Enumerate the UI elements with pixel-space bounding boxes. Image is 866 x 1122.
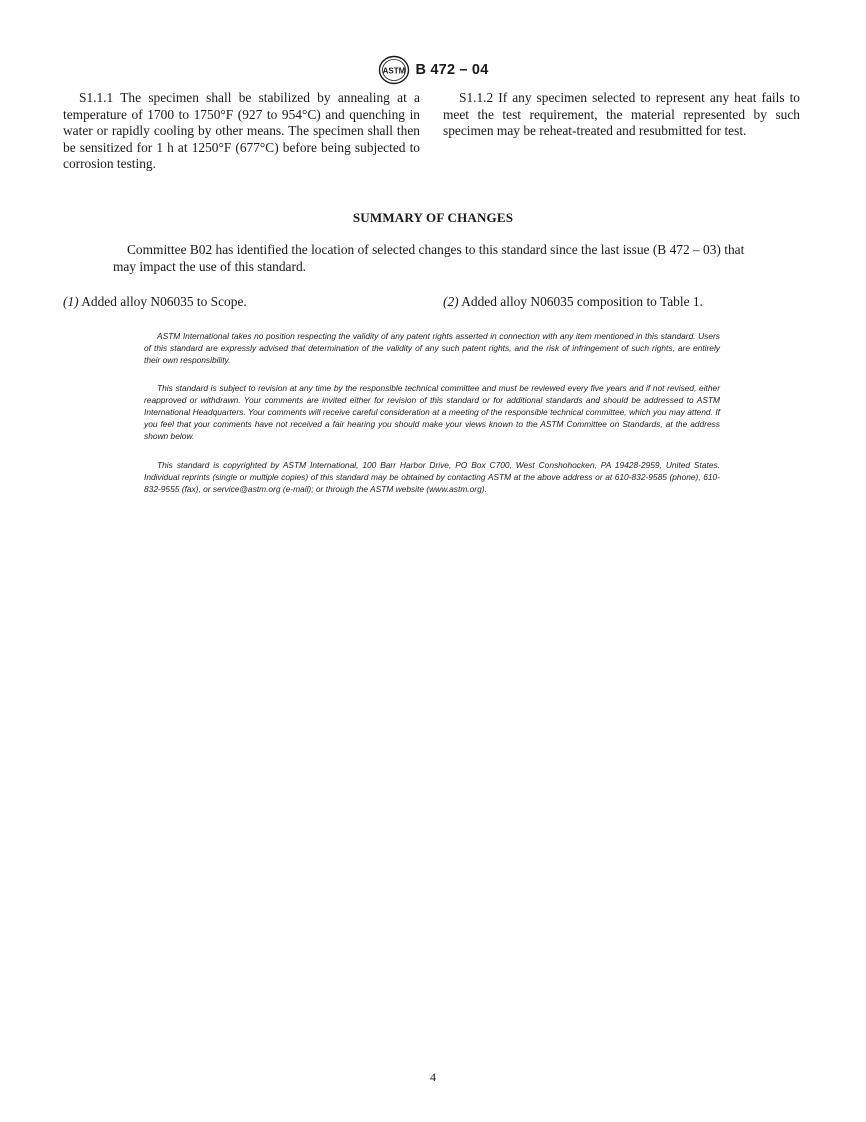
- change-item-text: Added alloy N06035 composition to Table 1.: [461, 294, 703, 309]
- summary-of-changes-heading: SUMMARY OF CHANGES: [352, 210, 514, 225]
- page-header: [0, 55, 866, 85]
- change-item-marker: (2): [443, 294, 459, 309]
- page-number: 4: [430, 1070, 436, 1084]
- change-item-text: Added alloy N06035 to Scope.: [81, 294, 247, 309]
- logo-lettering: ASTM: [382, 66, 405, 76]
- summary-intro: Committee B02 has identified the location of selected changes to this standard since the last issue (B 472 – 03) that may impact the use of this standard.: [113, 242, 745, 274]
- copyright-notice: This standard is copyrighted by ASTM International, 100 Barr Harbor Drive, PO Box C700, West Conshohocken, PA 19428-2959, United States. Individual reprints (single or multiple copies) of this standard may be obtained by contacting ASTM at the above address or at 610-832-9585 (phone), 610-832-9555 (fax), or service@astm.org (e-mail); or through the ASTM website (www.astm.org).: [144, 460, 720, 494]
- revision-notice: This standard is subject to revision at any time by the responsible technical committee and must be reviewed every five years and if not revised, either reapproved or withdrawn. Your comments are invited either for revision of this standard or for additional standards and should be addressed to ASTM International Headquarters. Your comments will receive careful consideration at a meeting of the responsible technical committee, which you may attend. If you feel that your comments have not received a fair hearing you should make your views known to the ASTM Committee on Standards, at the address shown below.: [144, 383, 720, 441]
- astm-logo-icon: [378, 55, 410, 85]
- change-item-2: [443, 294, 703, 311]
- patent-notice: ASTM International takes no position respecting the validity of any patent rights asserted in connection with any item mentioned in this standard. Users of this standard are expressly advised that determination of the validity of any such patent rights, and the risk of infringement of such rights, are entirely their own responsibility.: [144, 331, 720, 365]
- document-designation: B 472 – 04: [415, 62, 489, 78]
- section-s1-1-1: S1.1.1 The specimen shall be stabilized by annealing at a temperature of 1700 to 1750°F (927 to 954°C) and quenching in water or rapidly cooling by other means. The specimen shall then be sensitized for 1 h at 1250°F (677°C) before being subjected to corrosion testing.: [63, 90, 420, 172]
- change-item-1: [63, 294, 247, 311]
- change-item-marker: (1): [63, 294, 79, 309]
- section-s1-1-2: S1.1.2 If any specimen selected to represent any heat fails to meet the test requirement, the material represented by such specimen may be reheat-treated and resubmitted for test.: [443, 90, 800, 139]
